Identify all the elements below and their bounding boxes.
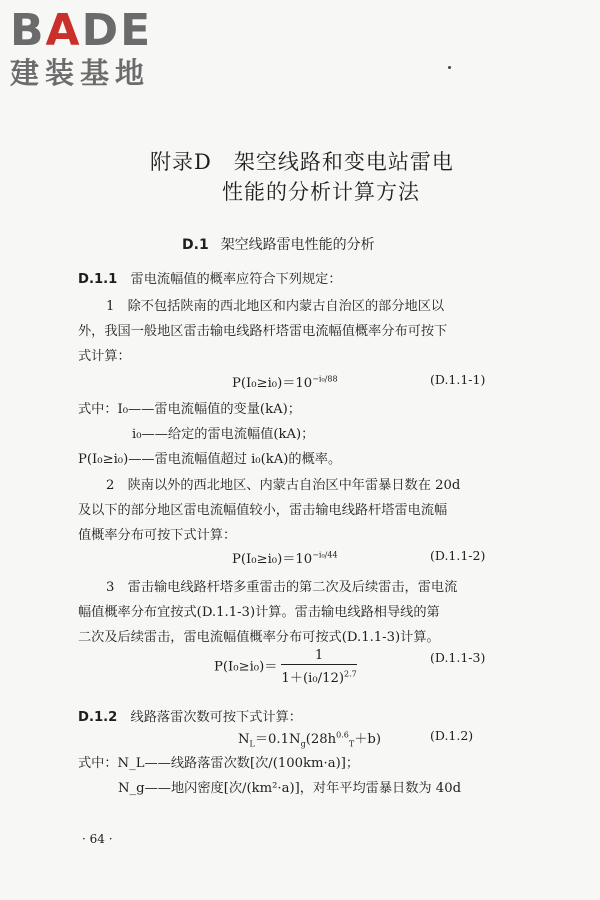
item1-line2: 外，我国一般地区雷击输电线路杆塔雷电流幅值概率分布可按下 [78,324,448,339]
where-line5: N_g——地闪密度[次/(km²·a)]，对年平均雷暴日数为 40d [118,781,462,796]
equation-d-1-2: $N_L=0.1N_g(28h^{0.6}_T+b)$ [238,730,381,749]
where-line3: P(I₀≥i₀)——雷电流幅值超过 i₀(kA)的概率。 [78,452,342,467]
equation-number-1: (D.1.1-1) [430,372,486,387]
equation-number-2: (D.1.1-2) [430,548,486,563]
where-line1: 式中：I₀——雷电流幅值的变量(kA)； [78,402,301,417]
equation-d-1-1-3: P(I₀≥i₀)＝ $\frac{1}{1+(i_0/12)^{2.7}}$ [214,648,357,686]
item2-line1: 2 陕南以外的西北地区、内蒙古自治区中年雷暴日数在 20d [106,478,461,493]
item1-line1: 1 除不包括陕南的西北地区和内蒙古自治区的部分地区以 [106,299,445,314]
logo-word: BADE [10,5,153,56]
appendix-title-line2: 性能的分析计算方法 [222,180,420,204]
logo-chinese: 建装基地 [10,56,151,90]
item3-line1: 3 雷击输电线路杆塔多重雷击的第二次及后续雷击，雷电流 [106,580,458,595]
item1-line3: 式计算： [78,349,131,364]
section-heading: D.1 架空线路雷电性能的分析 [182,237,375,253]
appendix-title-line1: 附录D 架空线路和变电站雷电 [150,150,454,174]
equation-number-3: (D.1.1-3) [430,650,486,665]
where-line4: 式中：N_L——线路落雷次数[次/(100km·a)]； [78,756,360,771]
equation-number-4: (D.1.2) [430,728,474,743]
equation-d-1-1-1: $P(I_0\ge i_0)=10^{-i_0/88}$ [232,374,338,391]
item3-line2: 幅值概率分布宜按式(D.1.1-3)计算。雷击输电线路相导线的第 [78,605,440,620]
speck [448,66,451,69]
equation-d-1-1-2: $P(I_0\ge i_0)=10^{-i_0/44}$ [232,550,338,567]
item2-line2: 及以下的部分地区雷电流幅值较小，雷击输电线路杆塔雷电流幅 [78,503,448,518]
where-line2: i₀——给定的雷电流幅值(kA)； [132,427,315,442]
page-number: · 64 · [82,832,113,846]
item2-line3: 值概率分布可按下式计算： [78,528,237,543]
clause-d-1-1: D.1.1 雷电流幅值的概率应符合下列规定： [78,272,342,287]
item3-line3: 二次及后续雷击，雷电流幅值概率分布可按式(D.1.1-3)计算。 [78,630,440,645]
bade-logo [10,6,180,90]
clause-d-1-2: D.1.2 线路落雷次数可按下式计算： [78,710,302,725]
